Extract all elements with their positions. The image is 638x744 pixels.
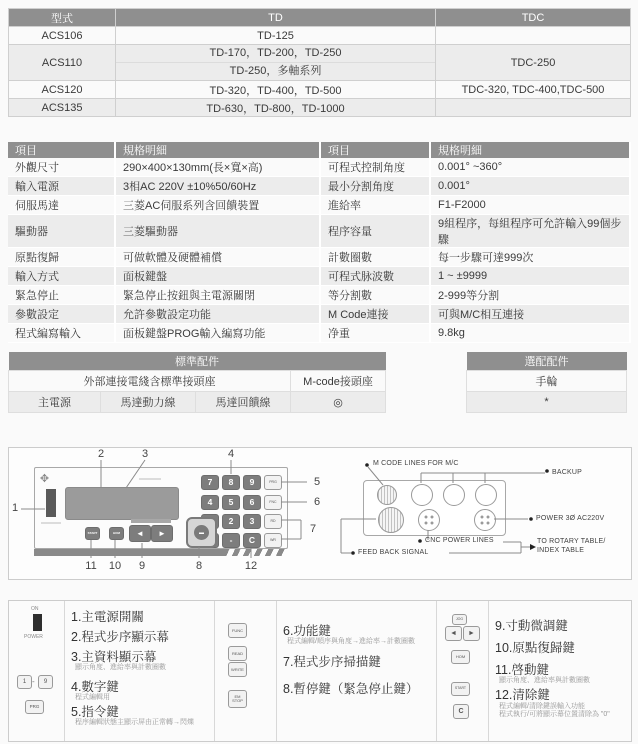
key-write: WR (264, 533, 282, 548)
model-cell: ACS120 (9, 81, 116, 99)
callout-12: 12 (244, 560, 258, 572)
cnc-power-lines-label: CNC POWER LINES (425, 537, 494, 544)
spec-detail: 面板鍵盤 (115, 267, 320, 286)
divider (64, 601, 65, 741)
table-row (8, 196, 630, 215)
divider (214, 601, 215, 741)
acc-cell: 馬達回饋線 (196, 392, 291, 413)
spec-header (8, 142, 630, 158)
td-line2: TD-250，多軸系列 (116, 62, 435, 80)
index-table-label: INDEX TABLE (537, 547, 585, 554)
legend-item-5-sub: 程序編輯狀態主顯示屏由正常轉→閃爍 (75, 719, 194, 726)
write-key-icon: WRITE (228, 662, 247, 677)
spec-detail: 允許參數設定功能 (115, 305, 320, 324)
key-5: 5 (222, 495, 240, 510)
legend-item-9: 9.寸動微調鍵 (495, 619, 568, 633)
home-key-icon: HOM (451, 650, 470, 664)
acc-cell: * (467, 392, 627, 413)
key-2: 2 (222, 514, 240, 529)
range-dash: - (32, 677, 35, 686)
start-key: START (85, 527, 100, 540)
em-label: EM (234, 694, 241, 699)
legend-item-12: 12.清除鍵 (495, 688, 550, 702)
jog-left-key: ◄ (129, 525, 151, 542)
jog-label-bar (131, 519, 171, 523)
spec-table (8, 142, 631, 343)
em-stop-key-icon (228, 690, 247, 708)
switch-power-label: POWER (24, 634, 43, 640)
acc-cell: 手輪 (467, 371, 627, 392)
spec-detail: 面板鍵盤PROG輸入編寫功能 (115, 324, 320, 343)
spec-detail: 290×400×130mm(長×寬×高) (115, 158, 320, 177)
table-row (9, 45, 631, 81)
table-row (8, 158, 630, 177)
spec-item: 參數設定 (8, 305, 115, 324)
spec-item: 最小分割角度 (320, 177, 430, 196)
spec-detail: 三菱驅動器 (115, 215, 320, 248)
hazard-stripes (224, 549, 286, 556)
legend-item-1: 1.主電源開關 (71, 610, 144, 624)
prg-key-icon: PRG (25, 700, 44, 714)
optional-accessories-table (466, 352, 627, 413)
spec-item: 程序容量 (320, 215, 430, 248)
model-cell: ACS110 (9, 45, 116, 81)
key-8: 8 (222, 475, 240, 490)
legend-item-4: 4.數字鍵 (71, 680, 119, 694)
spec-detail: 緊急停止按鈕與主電源關閉 (115, 286, 320, 305)
brand-logo-icon: ✥ (39, 473, 50, 485)
col-detail: 規格明細 (430, 142, 630, 158)
key-4: 4 (201, 495, 219, 510)
tdc-cell: TDC-250 (436, 45, 631, 81)
home-key: HOM (109, 527, 124, 540)
col-model: 型式 (9, 9, 116, 27)
callout-8: 8 (195, 560, 203, 572)
switch-on-label: ON (31, 606, 39, 612)
legend-item-8: 8.暫停鍵（緊急停止鍵） (283, 682, 419, 696)
table-row (467, 371, 627, 392)
legend-item-12-sub2: 程式執行/可將顯示幕位置清除為 "0" (499, 711, 610, 718)
divider (488, 601, 489, 741)
spec-item: 净重 (320, 324, 430, 343)
model-cell: ACS135 (9, 99, 116, 117)
jog-right-key: ► (151, 525, 173, 542)
stop-label: STOP (232, 698, 243, 703)
jog-right-key-icon: ► (463, 626, 480, 641)
power-switch-icon (33, 614, 42, 631)
td-cell: TD-125 (116, 27, 436, 45)
legend-table (8, 600, 632, 742)
optional-accessories-title: 選配配件 (467, 352, 627, 371)
standard-accessories-table (8, 352, 386, 413)
key-9-icon: 9 (38, 675, 53, 689)
spec-item: 可程式控制角度 (320, 158, 430, 177)
legend-item-11-sub: 顯示角度、進給率與計數圈數 (499, 677, 590, 684)
key-clear: C (243, 533, 261, 548)
jog-key-icon: JOG (452, 614, 467, 625)
spec-detail: 可與M/C相互連接 (430, 305, 630, 324)
td-cell: TD-630，TD-800，TD-1000 (116, 99, 436, 117)
key-minus: - (222, 533, 240, 548)
tdc-cell (436, 99, 631, 117)
callout-1: 1 (11, 502, 19, 514)
legend-item-10: 10.原點復歸鍵 (495, 641, 575, 655)
table-row (9, 99, 631, 117)
mcode-connector-icon (377, 485, 397, 505)
spec-detail: 每一步驟可達999次 (430, 248, 630, 267)
key-3: 3 (243, 514, 261, 529)
power-connector-icon (474, 509, 496, 531)
legend-item-12-sub1: 程式編輯/清除鍵誤輸入功能 (499, 703, 585, 710)
td-cell (116, 45, 436, 81)
callout-7: 7 (309, 523, 317, 535)
legend-item-6: 6.功能鍵 (283, 624, 331, 638)
callout-5: 5 (313, 476, 321, 488)
feedback-connector-icon (378, 507, 404, 533)
model-table (8, 8, 631, 117)
spec-detail: 可做軟體及硬體補償 (115, 248, 320, 267)
spec-detail: 2-999等分割 (430, 286, 630, 305)
table-row (467, 392, 627, 413)
key-read: RD (264, 514, 282, 529)
spec-detail: 1 ~ ±9999 (430, 267, 630, 286)
key-7: 7 (201, 475, 219, 490)
table-row (8, 267, 630, 286)
table-row (9, 27, 631, 45)
emergency-stop-button (186, 517, 217, 548)
lcd-display (65, 487, 179, 520)
mcode-included-mark: ◎ (291, 392, 386, 413)
table-row (8, 177, 630, 196)
spec-item: M Code連接 (320, 305, 430, 324)
tdc-cell: TDC-320, TDC-400,TDC-500 (436, 81, 631, 99)
spec-detail: 0.001° ~360° (430, 158, 630, 177)
table-row (8, 286, 630, 305)
spec-item: 原點復歸 (8, 248, 115, 267)
spec-item: 輸入電源 (8, 177, 115, 196)
divider (436, 601, 437, 741)
legend-item-3: 3.主資料顯示幕 (71, 650, 157, 664)
backup-connector-icon (443, 484, 465, 506)
acc-cell: 主電源 (9, 392, 101, 413)
td-line1: TD-170，TD-200，TD-250 (209, 47, 342, 59)
power-switch-icon (46, 489, 56, 517)
legend-item-2: 2.程式步序顯示幕 (71, 630, 169, 644)
table-row (8, 305, 630, 324)
spec-item: 計數圈數 (320, 248, 430, 267)
spec-item: 驅動器 (8, 215, 115, 248)
spec-detail: 0.001° (430, 177, 630, 196)
spec-detail: 9組程序，每組程序可允許輸入99個步驟 (430, 215, 630, 248)
acc-cell: 馬達動力線 (101, 392, 196, 413)
switch-caption-smudge (41, 522, 61, 524)
legend-item-6-sub: 程式編輯/順序與角度→進給率→計數圈數 (287, 638, 415, 645)
callout-10: 10 (108, 560, 122, 572)
model-cell: ACS106 (9, 27, 116, 45)
clear-key-icon: C (453, 704, 469, 719)
power-label: POWER 3Ø AC220V (536, 515, 605, 522)
cnc-power-connector-icon (418, 509, 440, 531)
spec-detail: 3相AC 220V ±10%50/60Hz (115, 177, 320, 196)
controller-diagram (8, 447, 632, 580)
key-9: 9 (243, 475, 261, 490)
emergency-stop-icon: ▬ (194, 525, 209, 540)
read-key-icon: READ (228, 646, 247, 661)
backup-connector-icon (411, 484, 433, 506)
backup-connector-icon (475, 484, 497, 506)
spec-item: 伺服馬達 (8, 196, 115, 215)
spec-detail: 9.8kg (430, 324, 630, 343)
jog-left-key-icon: ◄ (445, 626, 462, 641)
legend-item-4-sub: 程式編輯用 (75, 694, 110, 701)
callout-6: 6 (313, 496, 321, 508)
backup-label: BACKUP (552, 469, 582, 476)
col-detail: 規格明細 (115, 142, 320, 158)
table-row (9, 392, 386, 413)
callout-3: 3 (141, 448, 149, 460)
key-6: 6 (243, 495, 261, 510)
spec-item: 外觀尺寸 (8, 158, 115, 177)
standard-accessories-title: 標準配件 (9, 352, 386, 371)
callout-2: 2 (97, 448, 105, 460)
cable-label: 外部連接電綫含標準接頭座 (9, 371, 291, 392)
legend-item-11: 11.啓動鍵 (495, 663, 549, 677)
mcode-label: M-code接頭座 (291, 371, 386, 392)
table-row (8, 248, 630, 267)
callout-11: 11 (85, 560, 97, 572)
col-td: TD (116, 9, 436, 27)
key-func: FNC (264, 495, 282, 510)
feedback-signal-label: FEED BACK SIGNAL (358, 549, 429, 556)
legend-item-7: 7.程式步序掃描鍵 (283, 655, 381, 669)
col-item: 項目 (320, 142, 430, 158)
table-row (8, 324, 630, 343)
spec-item: 等分割數 (320, 286, 430, 305)
panel-brand-smudge (139, 478, 161, 480)
spec-detail: F1-F2000 (430, 196, 630, 215)
callout-9: 9 (138, 560, 146, 572)
spec-item: 可程式脉波數 (320, 267, 430, 286)
col-item: 項目 (8, 142, 115, 158)
spec-item: 緊急停止 (8, 286, 115, 305)
legend-item-3-sub: 顯示角度、進給率與計數圈數 (75, 664, 166, 671)
spec-detail: 三菱AC伺服系列含回饋裝置 (115, 196, 320, 215)
model-table-header (9, 9, 631, 27)
col-tdc: TDC (436, 9, 631, 27)
m-code-lines-label: M CODE LINES FOR M/C (373, 460, 459, 467)
key-prg: PRG (264, 475, 282, 490)
table-row (9, 81, 631, 99)
td-cell: TD-320，TD-400，TD-500 (116, 81, 436, 99)
callout-4: 4 (227, 448, 235, 460)
spec-item: 程式編寫輸入 (8, 324, 115, 343)
to-rotary-table-label: TO ROTARY TABLE/ (537, 538, 606, 545)
key-1-icon: 1 (17, 675, 32, 689)
start-key-icon: START (451, 682, 470, 696)
func-key-icon: FUNC (228, 623, 247, 638)
tdc-cell (436, 27, 631, 45)
table-row (8, 215, 630, 248)
spec-item: 進給率 (320, 196, 430, 215)
divider (276, 601, 277, 741)
table-row (9, 371, 386, 392)
spec-item: 輸入方式 (8, 267, 115, 286)
legend-item-5: 5.指令鍵 (71, 705, 119, 719)
